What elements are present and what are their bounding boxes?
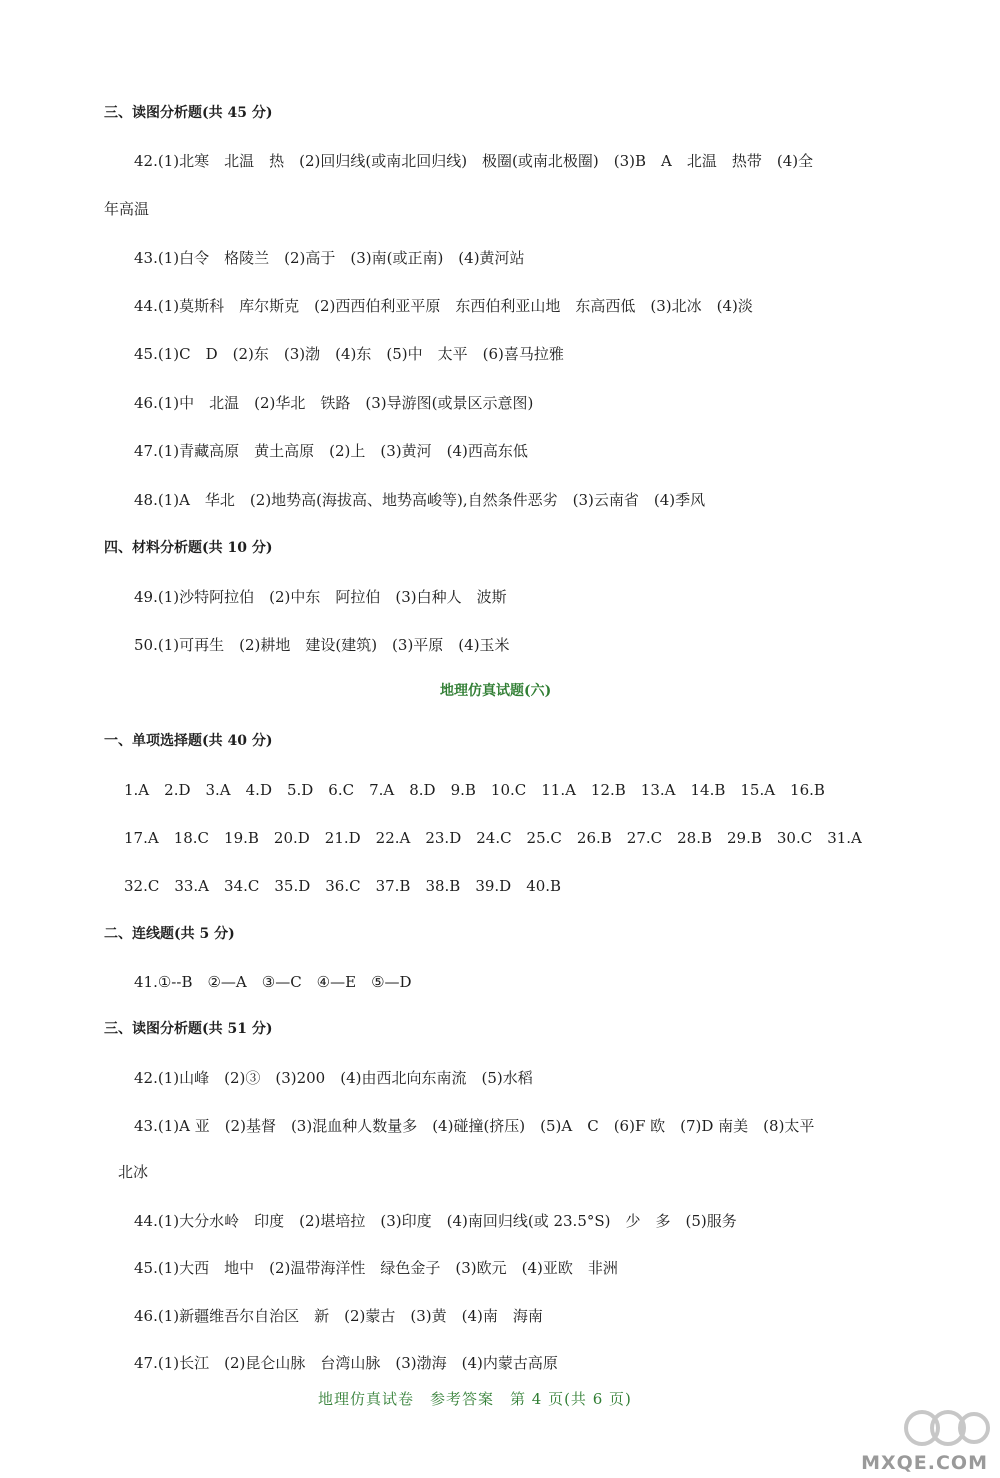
exam-title: 地理仿真试题(六) bbox=[440, 683, 552, 699]
answer-line: 48.(1)A 华北 (2)地势高(海拔高、地势高峻等),自然条件恶劣 (3)云南省 (4)季风 bbox=[134, 491, 706, 509]
answer-line: 50.(1)可再生 (2)耕地 建设(建筑) (3)平原 (4)玉米 bbox=[134, 636, 510, 654]
answer-line: 43.(1)A 亚 (2)基督 (3)混血种人数量多 (4)碰撞(挤压) (5)A C (6)F 欧 (7)D 南美 (8)太平 bbox=[134, 1117, 815, 1135]
section-heading-read-map-51: 三、读图分析题(共 51 分) bbox=[104, 1021, 273, 1037]
answer-line: 42.(1)北寒 北温 热 (2)回归线(或南北回归线) 极圈(或南北极圈) (3)B A 北温 热带 (4)全 bbox=[134, 152, 814, 170]
section-heading-material-10: 四、材料分析题(共 10 分) bbox=[104, 540, 273, 556]
watermark-text: MXQE.COM bbox=[861, 1452, 988, 1474]
answer-line: 北冰 bbox=[118, 1163, 149, 1181]
answer-line: 45.(1)大西 地中 (2)温带海洋性 绿色金子 (3)欧元 (4)亚欧 非洲 bbox=[134, 1259, 618, 1277]
section-heading-single-choice-40: 一、单项选择题(共 40 分) bbox=[104, 733, 273, 749]
page-footer: 地理仿真试卷 参考答案 第 4 页(共 6 页) bbox=[318, 1390, 632, 1408]
answer-line: 17.A 18.C 19.B 20.D 21.D 22.A 23.D 24.C 25.C 26.B 27.C 28.B 29.B 30.C 31.A bbox=[124, 829, 862, 847]
answer-line: 年高温 bbox=[104, 200, 150, 218]
answer-line: 49.(1)沙特阿拉伯 (2)中东 阿拉伯 (3)白种人 波斯 bbox=[134, 588, 507, 606]
answer-line: 47.(1)青藏高原 黄土高原 (2)上 (3)黄河 (4)西高东低 bbox=[134, 442, 528, 460]
answer-line: 44.(1)莫斯科 库尔斯克 (2)西西伯利亚平原 东西伯利亚山地 东高西低 (3)北冰 (4)淡 bbox=[134, 297, 753, 315]
answer-line: 47.(1)长江 (2)昆仑山脉 台湾山脉 (3)渤海 (4)内蒙古高原 bbox=[134, 1354, 558, 1372]
answer-line: 42.(1)山峰 (2)③ (3)200 (4)由西北向东南流 (5)水稻 bbox=[134, 1069, 533, 1087]
answer-line: 45.(1)C D (2)东 (3)渤 (4)东 (5)中 太平 (6)喜马拉雅 bbox=[134, 345, 564, 363]
answer-line: 46.(1)新疆维吾尔自治区 新 (2)蒙古 (3)黄 (4)南 海南 bbox=[134, 1307, 543, 1325]
answer-line: 46.(1)中 北温 (2)华北 铁路 (3)导游图(或景区示意图) bbox=[134, 394, 534, 412]
answer-line: 1.A 2.D 3.A 4.D 5.D 6.C 7.A 8.D 9.B 10.C 11.A 12.B 13.A 14.B 15.A 16.B bbox=[124, 781, 825, 799]
section-heading-read-map-45: 三、读图分析题(共 45 分) bbox=[104, 105, 273, 121]
answer-line: 41.①--B ②—A ③—C ④—E ⑤—D bbox=[134, 973, 412, 991]
answer-line: 44.(1)大分水岭 印度 (2)堪培拉 (3)印度 (4)南回归线(或 23.5°S) 少 多 (5)服务 bbox=[134, 1212, 737, 1230]
section-heading-matching-5: 二、连线题(共 5 分) bbox=[104, 926, 235, 942]
answer-line: 43.(1)白令 格陵兰 (2)高于 (3)南(或正南) (4)黄河站 bbox=[134, 249, 525, 267]
answer-line: 32.C 33.A 34.C 35.D 36.C 37.B 38.B 39.D 40.B bbox=[124, 877, 562, 895]
